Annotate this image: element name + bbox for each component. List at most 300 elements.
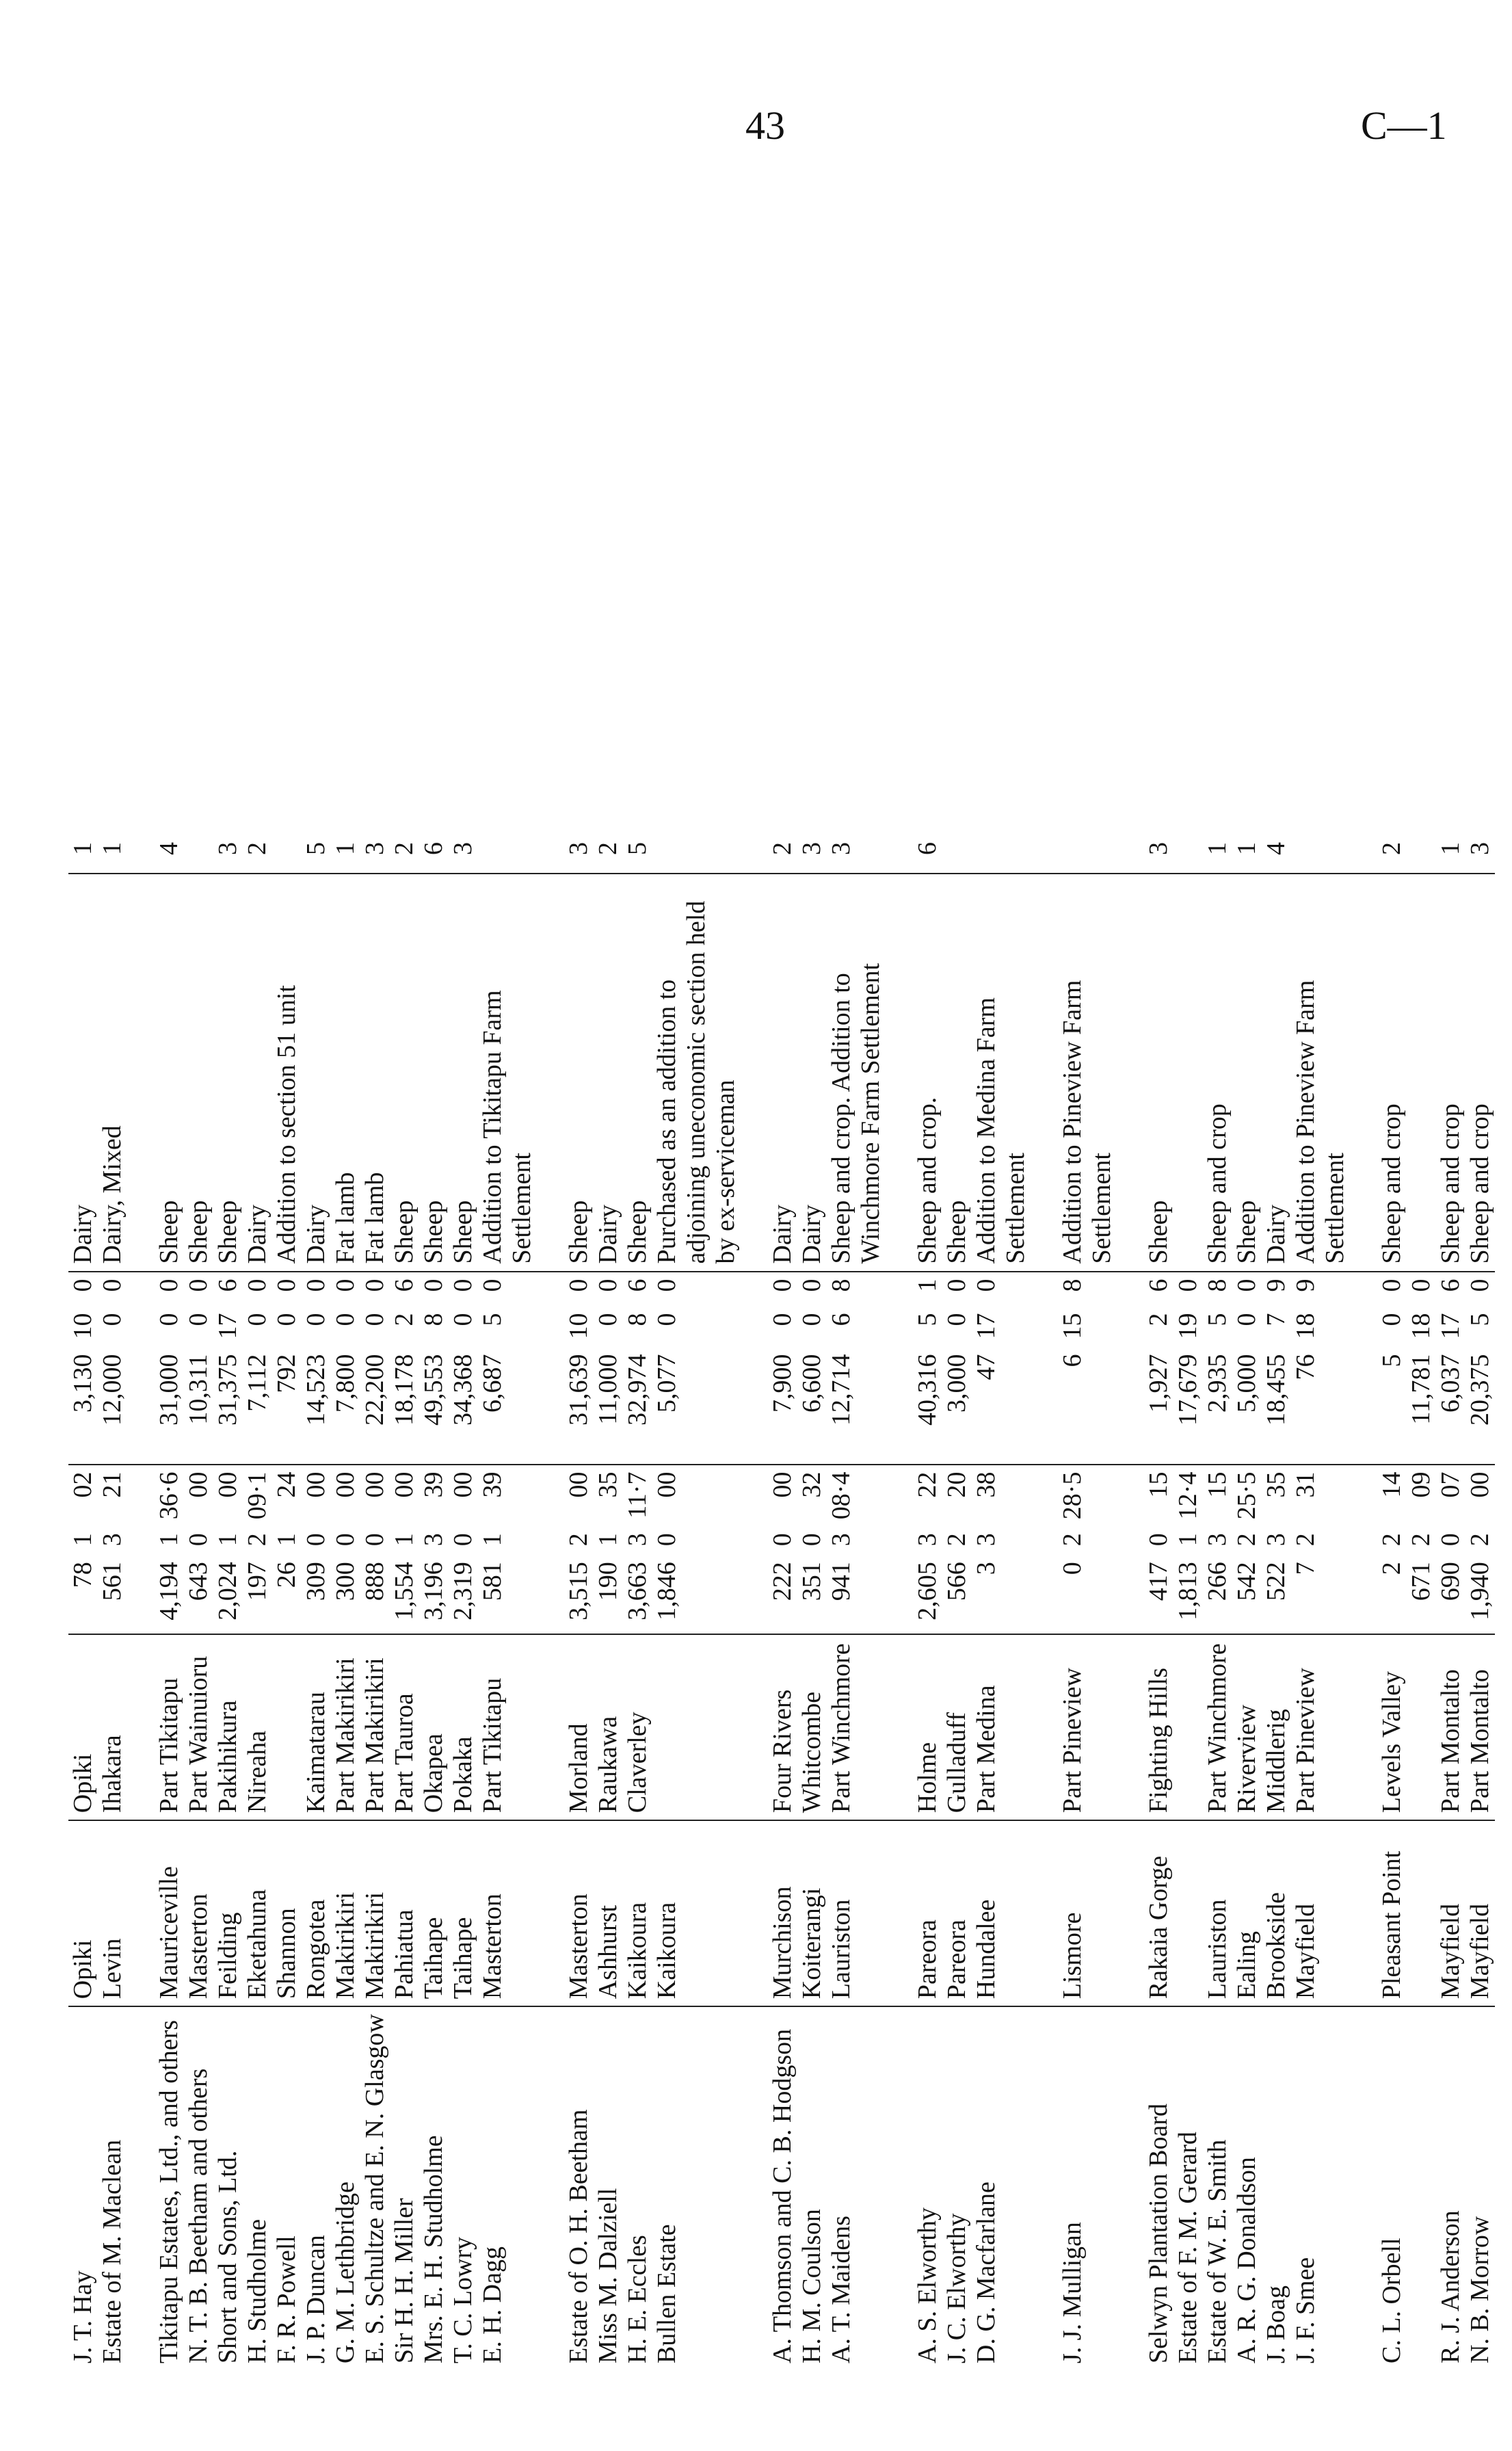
price-shillings-cell: 0 [768,1313,797,1326]
group-spacer [537,825,564,2370]
purpose-cell: Dairy [594,874,623,1272]
area-acres-cell: 78 [68,1555,98,1634]
area-perches-cell: 02 [68,1471,97,1498]
area-acres-cell: 671 [1407,1555,1436,1634]
price-pounds-cell: 17,679 [1173,1348,1203,1465]
area-perches-cell: 09·1 [243,1471,271,1520]
price-pounds-cell: 34,368 [449,1348,478,1465]
block-name-cell: Okapea [419,1634,449,1820]
area-roods-cell: 2 [243,1533,271,1547]
purpose-cell: Sheep [942,874,972,1272]
vendor-name-cell: H. Studholme [243,2218,271,2363]
area-acres-cell: 417 [1144,1555,1173,1634]
spacer-cell [1031,1555,1058,1634]
spacer-cell [1350,825,1377,874]
vendor-name-cell: T. C. Lowry [449,2236,477,2363]
price-pence-cell: 0 [797,1279,826,1292]
table-row [972,825,1031,2370]
price-pounds-cell: 6,687 [478,1348,537,1465]
locality-cell: Ashhurst [594,1820,623,2006]
price-pounds-cell: 31,000 [155,1348,184,1465]
purpose-cell: Sheep [390,874,419,1272]
vendor-name-cell: A. T. Maidens [827,2215,856,2363]
area-acres-cell: 300 [331,1555,360,1634]
purpose-cell: Dairy [797,874,827,1272]
price-shillings-cell: 2 [1144,1313,1173,1326]
purpose-cell: Fat lamb [360,874,390,1272]
area-roods-cell: 0 [768,1533,797,1547]
spacer-cell [1031,874,1058,1272]
table-row [1291,825,1350,2370]
price-pounds-cell: 76 [1291,1348,1350,1465]
block-name-cell [652,1634,741,1820]
price-shillings-cell: 0 [652,1313,681,1326]
block-name-cell: Pakihikura [213,1634,243,1820]
purpose-cell: Sheep [449,874,478,1272]
area-roods-cell: 0 [797,1533,826,1547]
block-name-cell: Pokaka [449,1634,478,1820]
price-pounds-cell: 6,037 [1436,1348,1465,1465]
table-row [652,825,741,2370]
vendor-name-cell: H. M. Coulson [797,2209,826,2363]
price-shillings-cell: 0 [331,1313,360,1326]
vendor-name-cell: N. T. B. Beetham and others [184,2068,213,2363]
locality-cell: Brookside [1262,1820,1291,2006]
locality-cell: Mayfield [1291,1820,1350,2006]
spacer-cell [1350,1526,1377,1555]
area-acres-cell: 7 [1291,1555,1350,1634]
page-number: 43 [745,103,785,148]
price-shillings-cell: 8 [419,1313,448,1326]
purpose-cell: Sheep and crop [1203,874,1232,1272]
block-name-cell: Part Tauroa [390,1634,419,1820]
area-roods-cell: 1 [272,1533,301,1547]
price-shillings-cell: 6 [827,1313,856,1326]
area-roods-cell: 0 [449,1533,477,1547]
spacer-cell [1031,1272,1058,1307]
area-roods-cell: 0 [1436,1533,1465,1547]
price-pence-cell: 6 [1144,1279,1173,1292]
spacer-cell [741,1307,768,1348]
table-row [827,825,886,2370]
vendor-name-cell [1407,2006,1436,2370]
locality-cell: Mayfield [1465,1820,1495,2006]
price-pence-cell: 0 [302,1279,330,1292]
vendor-name-cell: Tikitapu Estates, Ltd., and others [155,2019,183,2363]
locality-cell: Pareora [913,1820,942,2006]
locality-cell: Lauriston [1203,1820,1232,2006]
price-pounds-cell: 5,077 [652,1348,741,1465]
locality-cell: Pareora [942,1820,972,2006]
price-shillings-cell: 0 [155,1313,183,1326]
spacer-cell [1117,1634,1144,1820]
price-shillings-cell: 10 [68,1313,97,1339]
settler-count-cell: 1 [68,825,98,874]
vendor-name-cell: H. E. Eccles [623,2235,652,2363]
table-row [1407,825,1436,2370]
price-pence-cell: 6 [1436,1279,1465,1292]
price-pence-cell: 0 [652,1279,681,1292]
price-shillings-cell: 0 [1377,1313,1406,1326]
area-acres-cell: 2,605 [913,1555,942,1634]
area-roods-cell: 3 [419,1533,448,1547]
locality-cell: Ealing [1232,1820,1262,2006]
price-shillings-cell: 5 [1203,1313,1232,1326]
table-row [390,825,419,2370]
price-shillings-cell: 0 [797,1313,826,1326]
settler-count-cell: 2 [1377,825,1407,874]
price-pounds-cell: 12,000 [98,1348,127,1465]
price-pence-cell: 0 [1407,1279,1435,1292]
table-row [623,825,652,2370]
area-acres-cell: 222 [768,1555,797,1634]
price-pounds-cell: 40,316 [913,1348,942,1465]
settler-count-cell: 1 [1203,825,1232,874]
price-shillings-cell: 0 [449,1313,477,1326]
price-pounds-cell: 7,900 [768,1348,797,1465]
spacer-cell [886,1555,913,1634]
area-acres-cell: 3 [972,1555,1031,1634]
area-acres-cell: 4,194 [155,1555,184,1634]
spacer-cell [1031,1634,1058,1820]
group-spacer [127,825,155,2370]
area-perches-cell: 08·4 [827,1471,856,1520]
area-roods-cell: 3 [972,1533,1000,1547]
price-pence-cell: 0 [1173,1279,1202,1292]
settler-count-cell [1058,825,1117,874]
price-pence-cell: 0 [768,1279,797,1292]
spacer-cell [886,825,913,874]
table-row [98,825,127,2370]
locality-cell: Lauriston [827,1820,886,2006]
spacer-cell [127,825,155,874]
block-name-cell: Part Tikitapu [155,1634,184,1820]
land-purchase-table [68,825,1495,2370]
locality-cell: Levin [98,1820,127,2006]
area-perches-cell: 00 [768,1471,797,1498]
area-acres-cell: 888 [360,1555,390,1634]
price-pence-cell: 0 [942,1279,971,1292]
locality-cell: Kaikoura [652,1820,741,2006]
settler-count-cell: 2 [390,825,419,874]
settler-count-cell [1407,825,1436,874]
price-shillings-cell: 0 [942,1313,971,1326]
settler-count-cell: 2 [243,825,272,874]
settler-count-cell: 3 [1144,825,1173,874]
area-perches-cell: 39 [419,1471,448,1498]
table-row [1203,825,1232,2370]
locality-cell: Hundalee [972,1820,1031,2006]
vendor-name-cell: Bullen Estate [652,2224,681,2363]
purpose-cell: Sheep and crop [1436,874,1465,1272]
price-pence-cell: 0 [184,1279,213,1292]
area-roods-cell: 2 [1058,1533,1087,1547]
block-name-cell: Fighting Hills [1144,1634,1173,1820]
block-name-cell: Ihakara [98,1634,127,1820]
price-pounds-cell: 12,714 [827,1348,886,1465]
block-name-cell: Raukawa [594,1634,623,1820]
locality-cell: Lismore [1058,1820,1117,2006]
purpose-cell [1173,874,1203,1272]
price-pounds-cell: 14,523 [302,1348,331,1465]
spacer-cell [1031,2006,1058,2370]
price-pounds-cell: 6 [1058,1348,1117,1465]
price-shillings-cell: 19 [1173,1313,1202,1339]
group-spacer [1117,825,1144,2370]
price-pounds-cell: 10,311 [184,1348,213,1465]
table-row [1058,825,1117,2370]
locality-cell: Rakaia Gorge [1144,1820,1173,2006]
area-acres-cell: 542 [1232,1555,1262,1634]
rotated-table-area [68,393,1494,2370]
settler-count-cell: 5 [302,825,331,874]
area-roods-cell: 2 [1232,1533,1261,1547]
spacer-cell [1350,1272,1377,1307]
area-perches-cell: 28·5 [1058,1471,1087,1520]
purpose-cell: Sheep [1144,874,1173,1272]
purpose-cell: Sheep and crop [1377,874,1407,1272]
settler-count-cell: 4 [1262,825,1291,874]
area-roods-cell: 1 [68,1533,97,1547]
price-pence-cell: 0 [449,1279,477,1292]
table-row [768,825,797,2370]
purpose-cell: Addition to Medina Farm Settlement [972,874,1031,1272]
block-name-cell: Levels Valley [1377,1634,1407,1820]
spacer-cell [886,2006,913,2370]
spacer-cell [886,1526,913,1555]
area-acres-cell: 26 [272,1555,302,1634]
block-name-cell: Part Winchmore [827,1634,886,1820]
area-acres-cell: 643 [184,1555,213,1634]
block-name-cell: Holme [913,1634,942,1820]
spacer-cell [1117,2006,1144,2370]
purpose-cell: Dairy [243,874,272,1272]
spacer-cell [886,1272,913,1307]
area-roods-cell: 1 [594,1533,622,1547]
spacer-cell [1031,1348,1058,1465]
vendor-name-cell: F. R. Powell [272,2236,301,2363]
spacer-cell [886,1465,913,1527]
area-acres-cell: 561 [98,1555,127,1634]
spacer-cell [1117,1555,1144,1634]
purpose-cell: Dairy [1262,874,1291,1272]
table-row [594,825,623,2370]
area-perches-cell: 31 [1291,1471,1320,1498]
area-roods-cell: 3 [1203,1533,1232,1547]
spacer-cell [537,825,564,874]
area-perches-cell: 12·4 [1173,1471,1202,1520]
group-spacer [886,825,913,2370]
spacer-cell [537,1307,564,1348]
price-pence-cell: 0 [98,1279,127,1292]
price-pence-cell: 0 [243,1279,271,1292]
spacer-cell [1117,825,1144,874]
table-row [1232,825,1262,2370]
block-name-cell: Whitcombe [797,1634,827,1820]
spacer-cell [1117,1348,1144,1465]
spacer-cell [741,1465,768,1527]
area-roods-cell: 1 [478,1533,507,1547]
area-roods-cell: 3 [623,1533,652,1547]
area-perches-cell: 07 [1436,1471,1465,1498]
area-perches-cell: 00 [652,1471,681,1498]
area-roods-cell: 2 [1465,1533,1494,1547]
area-perches-cell: 00 [302,1471,330,1498]
spacer-cell [1031,1526,1058,1555]
area-roods-cell: 1 [155,1533,183,1547]
spacer-cell [1350,874,1377,1272]
area-roods-cell: 1 [1173,1533,1202,1547]
table-row [360,825,390,2370]
spacer-cell [741,1820,768,2006]
spacer-cell [127,1820,155,2006]
settler-count-cell: 3 [1465,825,1495,874]
area-perches-cell: 25·5 [1232,1471,1261,1520]
vendor-name-cell: Estate of F. M. Gerard [1173,2132,1202,2363]
area-perches-cell: 20 [942,1471,971,1498]
area-roods-cell: 3 [827,1533,856,1547]
price-pence-cell: 0 [419,1279,448,1292]
settler-count-cell: 3 [213,825,243,874]
vendor-name-cell: J. Boag [1262,2285,1290,2363]
spacer-cell [741,2006,768,2370]
spacer-cell [741,1634,768,1820]
vendor-name-cell: D. G. Macfarlane [972,2181,1000,2363]
settler-count-cell: 6 [419,825,449,874]
spacer-cell [1350,1348,1377,1465]
area-perches-cell: 00 [213,1471,242,1498]
price-pounds-cell: 18,455 [1262,1348,1291,1465]
price-pounds-cell: 32,974 [623,1348,652,1465]
block-name-cell: Part Montalto [1436,1634,1465,1820]
spacer-cell [741,1526,768,1555]
table-row [913,825,942,2370]
table-row [1465,825,1495,2370]
vendor-name-cell: A. S. Elworthy [913,2207,942,2363]
price-shillings-cell: 2 [390,1313,419,1326]
settler-count-cell [972,825,1031,874]
price-pounds-cell: 1,927 [1144,1348,1173,1465]
settler-count-cell: 3 [827,825,886,874]
price-pounds-cell: 2,935 [1203,1348,1232,1465]
block-name-cell: Gulladuff [942,1634,972,1820]
spacer-cell [741,1272,768,1307]
spacer-cell [1117,1820,1144,2006]
locality-cell: Taihape [449,1820,478,2006]
purpose-cell: Purchased as an addition to adjoining uneconomic section held by ex-serviceman [652,874,741,1272]
spacer-cell [1350,2006,1377,2370]
area-acres-cell: 3,515 [564,1555,594,1634]
purpose-cell: Addition to section 51 unit [272,874,302,1272]
spacer-cell [1031,1465,1058,1527]
table-row [564,825,594,2370]
area-perches-cell: 00 [564,1471,593,1498]
locality-cell: Murchison [768,1820,797,2006]
spacer-cell [127,874,155,1272]
price-pence-cell: 0 [1232,1279,1261,1292]
price-pence-cell: 0 [272,1279,301,1292]
table-row [1436,825,1465,2370]
price-pence-cell: 0 [155,1279,183,1292]
area-acres-cell: 3,196 [419,1555,449,1634]
spacer-cell [1117,1526,1144,1555]
price-pounds-cell: 792 [272,1348,302,1465]
price-shillings-cell: 0 [594,1313,622,1326]
block-name-cell: Part Pineview [1291,1634,1350,1820]
locality-cell: Masterton [184,1820,213,2006]
spacer-cell [1031,1307,1058,1348]
settler-count-cell: 1 [98,825,127,874]
settler-count-cell: 1 [331,825,360,874]
group-spacer [741,825,768,2370]
vendor-name-cell: Mrs. E. H. Studholme [419,2135,448,2363]
locality-cell: Masterton [564,1820,594,2006]
area-roods-cell: 0 [652,1533,681,1547]
spacer-cell [537,1272,564,1307]
spacer-cell [537,1526,564,1555]
area-roods-cell: 0 [331,1533,360,1547]
price-shillings-cell: 5 [913,1313,942,1326]
price-pence-cell: 8 [1203,1279,1232,1292]
spacer-cell [127,1465,155,1527]
settler-count-cell: 6 [913,825,942,874]
block-name-cell: Riverview [1232,1634,1262,1820]
table-row [272,825,302,2370]
vendor-name-cell: G. M. Lethbridge [331,2181,360,2363]
area-acres-cell: 309 [302,1555,331,1634]
locality-cell: Kaikoura [623,1820,652,2006]
purpose-cell: Sheep and crop. [913,874,942,1272]
purpose-cell: Sheep and crop. Addition to Winchmore Farm Settlement [827,874,886,1272]
purpose-cell: Dairy, Mixed [98,874,127,1272]
vendor-name-cell: N. B. Morrow [1465,2216,1494,2363]
price-pounds-cell: 20,375 [1465,1348,1495,1465]
price-shillings-cell: 5 [1465,1313,1494,1326]
purpose-cell: Addition to Pineview Farm Settlement [1291,874,1350,1272]
spacer-cell [1117,1465,1144,1527]
block-name-cell [272,1634,302,1820]
vendor-name-cell: J. J. Mulligan [1058,2222,1087,2363]
block-name-cell: Part Tikitapu [478,1634,537,1820]
locality-cell: Masterton [478,1820,537,2006]
purpose-cell [1407,874,1436,1272]
group-spacer [1350,825,1377,2370]
vendor-name-cell: Estate of W. E. Smith [1203,2139,1232,2363]
spacer-cell [127,1348,155,1465]
price-pounds-cell: 31,375 [213,1348,243,1465]
table-row [419,825,449,2370]
price-pounds-cell: 5,000 [1232,1348,1262,1465]
area-roods-cell: 0 [1144,1533,1173,1547]
locality-cell: Opiki [68,1820,98,2006]
spacer-cell [886,1820,913,2006]
area-roods-cell: 2 [564,1533,593,1547]
spacer-cell [1031,1820,1058,2006]
table-row [478,825,537,2370]
price-shillings-cell: 0 [1232,1313,1261,1326]
purpose-cell: Dairy [68,874,98,1272]
purpose-cell: Sheep [564,874,594,1272]
price-pence-cell: 9 [1291,1279,1320,1292]
block-name-cell: Nireaha [243,1634,272,1820]
settler-count-cell [1291,825,1350,874]
settler-count-cell [1173,825,1203,874]
block-name-cell [1173,1634,1203,1820]
price-pence-cell: 8 [1058,1279,1087,1292]
spacer-cell [537,1465,564,1527]
area-perches-cell: 11·7 [623,1471,652,1519]
settler-count-cell: 3 [564,825,594,874]
